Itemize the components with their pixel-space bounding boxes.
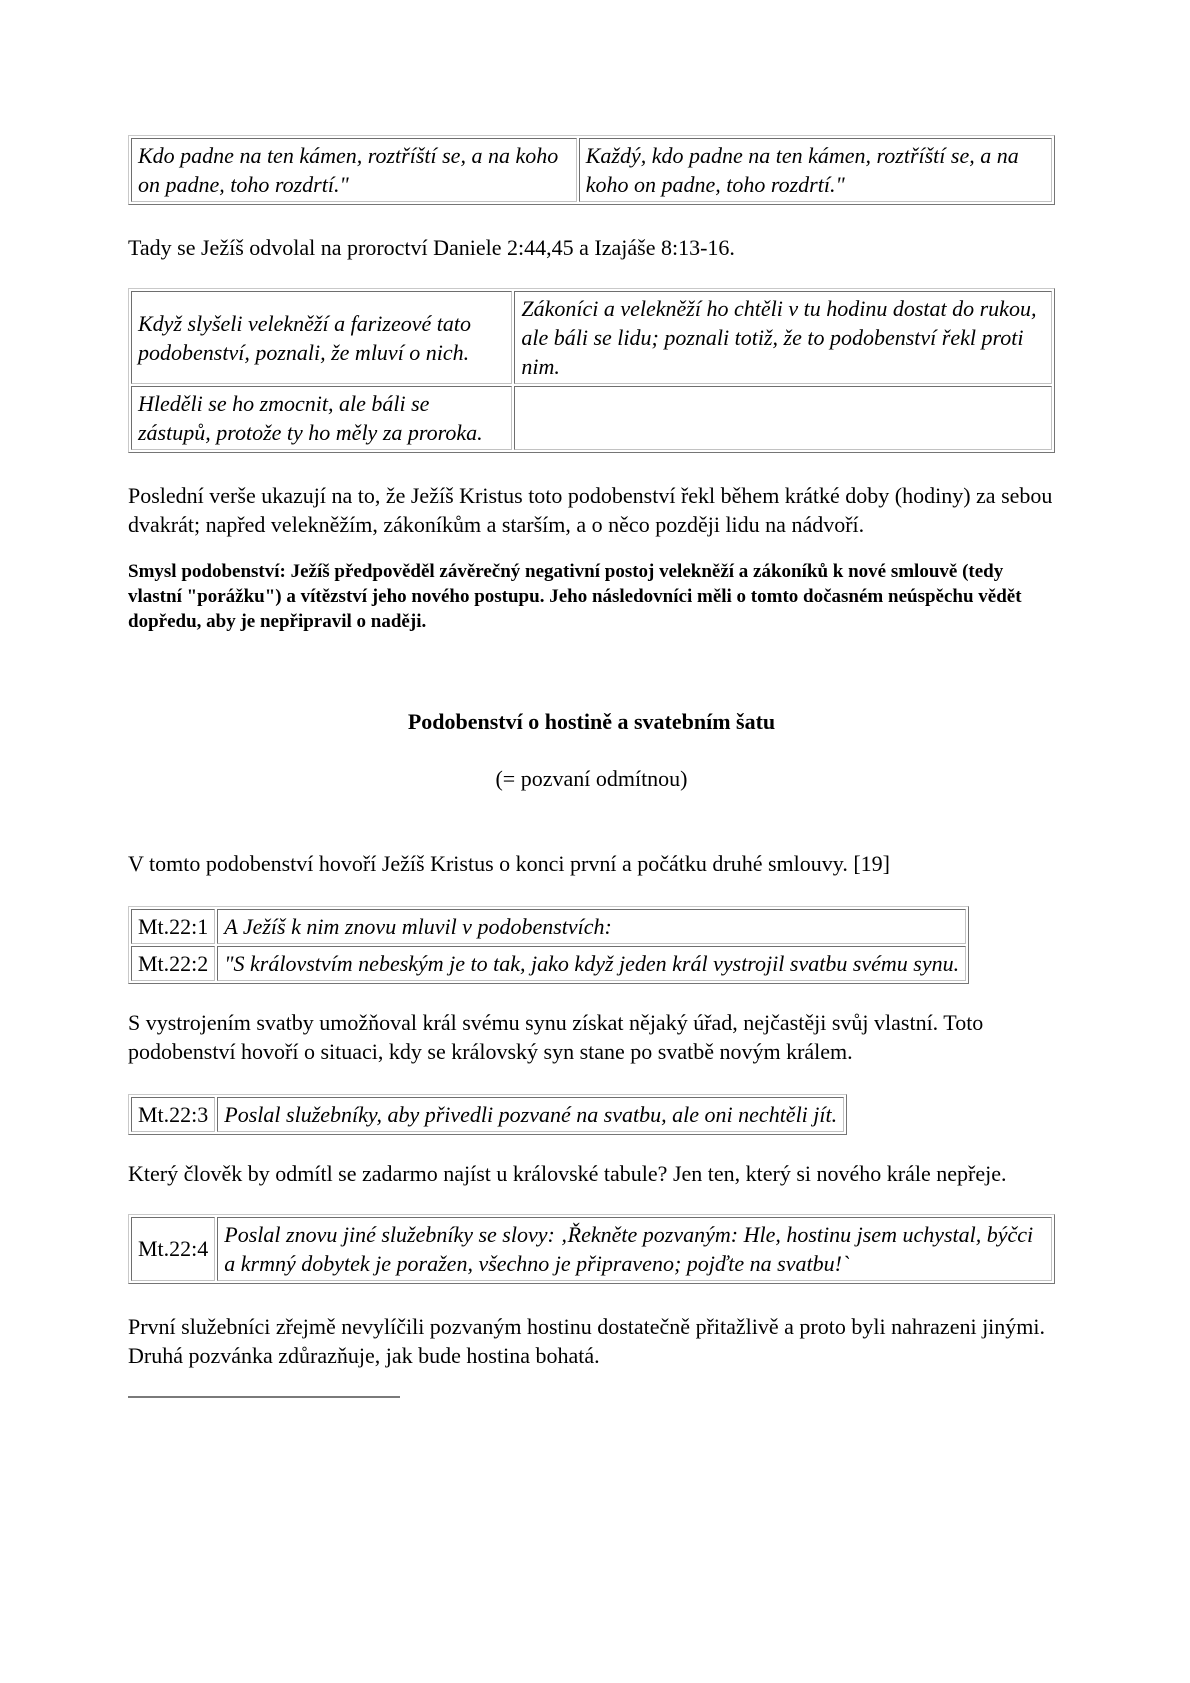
table-row <box>131 1217 1052 1281</box>
table-row <box>131 291 1052 384</box>
para-kralovska-tabule: Který člověk by odmítl se zadarmo najíst u královské tabule? Jen ten, který si nového krále nepřeje. <box>128 1160 1007 1186</box>
footnote-separator <box>128 1396 400 1398</box>
verse-ref: Mt.22:3 <box>131 1097 215 1132</box>
table-row <box>131 909 966 944</box>
quote-cell-reaction-r2-left: Hleděli se ho zmocnit, ale báli se zástupů, protože ty ho měly za proroka. <box>131 386 512 450</box>
table-row <box>131 386 1052 450</box>
quote-cell-stone-left: Kdo padne na ten kámen, roztříští se, a na koho on padne, toho rozdrtí." <box>131 138 577 202</box>
verse-text: Poslal služebníky, aby přivedli pozvané na svatbu, ale oni nechtěli jít. <box>217 1097 844 1132</box>
para-daniel-reference: Tady se Ježíš odvolal na proroctví Daniele 2:44,45 a Izajáše 8:13-16. <box>128 235 735 261</box>
verse-text: A Ježíš k nim znovu mluvil v podobenstvích: <box>217 909 966 944</box>
quote-cell-reaction-r2-right <box>514 386 1052 450</box>
para-intro-smlouva: V tomto podobenství hovoří Ježíš Kristus o konci první a počátku druhé smlouvy. [19] <box>128 850 890 876</box>
verse-ref: Mt.22:4 <box>131 1217 215 1281</box>
para-vystrojeni-svatby: S vystrojením svatby umožňoval král svému synu získat nějaký úřad, nejčastěji svůj vlastní. Toto podobenství hovoří o situaci, kdy se královský syn stane po svatbě novým králem. <box>128 1009 984 1064</box>
verse-table-mt22-1-2 <box>128 906 969 984</box>
quote-cell-stone-right: Každý, kdo padne na ten kámen, roztříští se, a na koho on padne, toho rozdrtí." <box>579 138 1052 202</box>
quote-table-stone <box>128 135 1055 205</box>
quote-cell-reaction-r1-right: Zákoníci a velekněží ho chtěli v tu hodinu dostat do rukou, ale báli se lidu; poznali totiž, že to podobenství řekl proti nim. <box>514 291 1052 384</box>
verse-ref: Mt.22:2 <box>131 946 215 981</box>
section-subtitle: (= pozvaní odmítnou) <box>495 765 688 791</box>
verse-text: Poslal znovu jiné služebníky se slovy: ‚Řekněte pozvaným: Hle, hostinu jsem uchystal, býčci a krmný dobytek je poražen, všechno je připraveno; pojďte na svatbu!` <box>217 1217 1052 1281</box>
table-row <box>131 946 966 981</box>
quote-table-reaction <box>128 288 1055 453</box>
verse-ref: Mt.22:1 <box>131 909 215 944</box>
table-row <box>131 1097 844 1132</box>
table-row <box>131 138 1052 202</box>
section-heading: Podobenství o hostině a svatebním šatu <box>407 708 776 734</box>
para-prvni-sluzebnici: První služebníci zřejmě nevylíčili pozvaným hostinu dostatečně přitažlivě a proto byli nahrazeni jinými. Druhá pozvánka zdůrazňuje, jak bude hostina bohatá. <box>128 1313 1046 1368</box>
quote-cell-reaction-r1-left: Když slyšeli velekněží a farizeové tato podobenství, poznali, že mluví o nich. <box>131 291 512 384</box>
verse-text: "S královstvím nebeským je to tak, jako když jeden král vystrojil svatbu svému synu. <box>217 946 966 981</box>
para-smysl-podobenstvi: Smysl podobenství: Ježíš předpověděl závěrečný negativní postoj velekněží a zákoníků k nové smlouvě (tedy vlastní "porážku") a vítězství jeho nového postupu. Jeho následovníci měli o tomto dočasném neúspěchu vědět dopředu, aby je nepřipravil o naději. <box>128 561 1022 633</box>
verse-table-mt22-3 <box>128 1094 847 1135</box>
verse-table-mt22-4 <box>128 1214 1055 1284</box>
para-posledni-verse: Poslední verše ukazují na to, že Ježíš Kristus toto podobenství řekl během krátké doby (hodiny) za sebou dvakrát; napřed velekněžím, zákoníkům a starším, a o něco později lidu na nádvoří. <box>128 483 1053 538</box>
